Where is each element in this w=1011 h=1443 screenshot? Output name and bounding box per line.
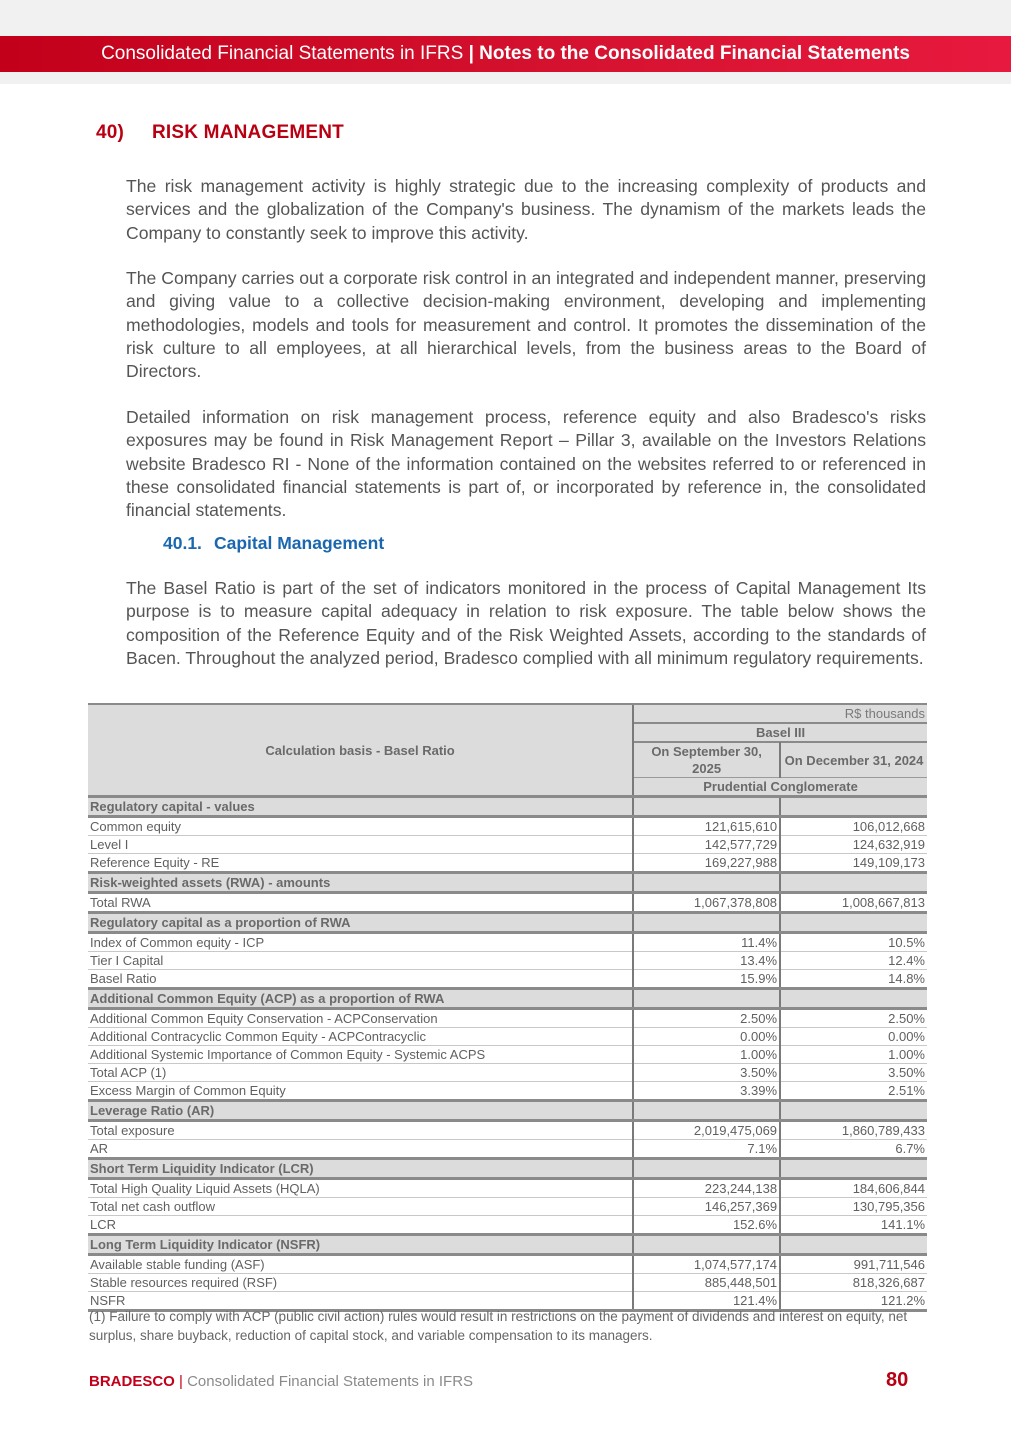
value-dec-2024: 1.00% — [780, 1046, 927, 1064]
row-label: Level I — [88, 836, 633, 854]
table-row — [88, 1028, 927, 1046]
paragraph-3: Detailed information on risk management process, reference equity and also Bradesco's risks exposures may be found in Risk Management Report – Pillar 3, available on the Investors Relations website Bradesco RI - None of the information contained on the websites referred to or referenced in these consolidated financial statements is part of, or incorporated by reference in, the consolidated financial statements. — [126, 407, 926, 521]
footer-text: Consolidated Financial Statements in IFRS — [187, 1373, 474, 1390]
row-label: Total exposure — [88, 1121, 633, 1140]
table-row — [88, 1064, 927, 1082]
section-empty-cell — [780, 1159, 927, 1179]
value-sep-2025: 7.1% — [633, 1140, 780, 1159]
row-label: Basel Ratio — [88, 970, 633, 989]
table-row — [88, 1046, 927, 1064]
row-label: Available stable funding (ASF) — [88, 1255, 633, 1274]
section-empty-cell — [633, 1101, 780, 1121]
capital-paragraph: The Basel Ratio is part of the set of indicators monitored in the process of Capital Management Its purpose is to measure capital adequacy in relation to risk exposure. The table below shows the composition of the Reference Equity and of the Risk Weighted Assets, according to the standards of Bacen. Throughout the analyzed period, Bradesco complied with all minimum regulatory requirements. — [126, 578, 926, 668]
section-empty-cell — [780, 989, 927, 1009]
row-label: Excess Margin of Common Equity — [88, 1082, 633, 1101]
value-dec-2024: 0.00% — [780, 1028, 927, 1046]
section-empty-cell — [780, 1235, 927, 1255]
table-row — [88, 933, 927, 952]
value-sep-2025: 152.6% — [633, 1216, 780, 1235]
table-section-row — [88, 797, 927, 817]
footer-separator: | — [174, 1373, 188, 1390]
value-dec-2024: 2.50% — [780, 1009, 927, 1028]
value-dec-2024: 12.4% — [780, 952, 927, 970]
section-empty-cell — [780, 913, 927, 933]
table-row — [88, 1179, 927, 1198]
subsection-number: 40.1. — [163, 533, 202, 553]
group-header: Basel III — [633, 723, 927, 742]
value-sep-2025: 142,577,729 — [633, 836, 780, 854]
value-sep-2025: 1,067,378,808 — [633, 893, 780, 913]
basel-ratio-table — [88, 703, 927, 1312]
table-row — [88, 970, 927, 989]
value-dec-2024: 1,860,789,433 — [780, 1121, 927, 1140]
table-row — [88, 1140, 927, 1159]
row-label: Common equity — [88, 817, 633, 836]
value-dec-2024: 106,012,668 — [780, 817, 927, 836]
header-separator: | — [468, 43, 474, 64]
section-empty-cell — [633, 989, 780, 1009]
footer-brand: BRADESCO — [89, 1373, 175, 1390]
value-dec-2024: 3.50% — [780, 1064, 927, 1082]
section-title: Long Term Liquidity Indicator (NSFR) — [88, 1235, 633, 1255]
value-sep-2025: 13.4% — [633, 952, 780, 970]
table-row — [88, 1255, 927, 1274]
value-dec-2024: 121.2% — [780, 1292, 927, 1311]
footnote: (1) Failure to comply with ACP (public civil action) rules would result in restrictions on the payment of dividends and interest on equity, net surplus, share buyback, reduction of capital stock, and variable compensation to its managers. — [89, 1309, 908, 1343]
value-dec-2024: 130,795,356 — [780, 1198, 927, 1216]
table-section-row — [88, 1235, 927, 1255]
section-title: RISK MANAGEMENT — [152, 122, 344, 143]
value-sep-2025: 0.00% — [633, 1028, 780, 1046]
sub-header: Prudential Conglomerate — [633, 778, 927, 797]
value-dec-2024: 818,326,687 — [780, 1274, 927, 1292]
row-label: Total High Quality Liquid Assets (HQLA) — [88, 1179, 633, 1198]
value-sep-2025: 223,244,138 — [633, 1179, 780, 1198]
section-empty-cell — [780, 873, 927, 893]
value-sep-2025: 15.9% — [633, 970, 780, 989]
banner-shadow — [0, 72, 1011, 84]
section-empty-cell — [633, 1159, 780, 1179]
value-dec-2024: 991,711,546 — [780, 1255, 927, 1274]
table-section-row — [88, 1101, 927, 1121]
row-label: Total net cash outflow — [88, 1198, 633, 1216]
value-dec-2024: 184,606,844 — [780, 1179, 927, 1198]
section-number: 40) — [96, 122, 125, 143]
value-sep-2025: 2.50% — [633, 1009, 780, 1028]
row-label: Total RWA — [88, 893, 633, 913]
row-label: Tier I Capital — [88, 952, 633, 970]
value-sep-2025: 2,019,475,069 — [633, 1121, 780, 1140]
row-label: NSFR — [88, 1292, 633, 1311]
paragraph-1: The risk management activity is highly strategic due to the increasing complexity of products and services and the globalization of the Company's business. The dynamism of the markets leads the Company to constantly seek to improve this activity. — [126, 176, 926, 243]
section-heading — [96, 122, 344, 144]
value-sep-2025: 1.00% — [633, 1046, 780, 1064]
column-header-dec-2024: On December 31, 2024 — [780, 742, 927, 778]
section-empty-cell — [633, 797, 780, 817]
section-empty-cell — [633, 913, 780, 933]
table-section-row — [88, 873, 927, 893]
page-footer — [89, 1373, 473, 1390]
value-dec-2024: 6.7% — [780, 1140, 927, 1159]
value-sep-2025: 169,227,988 — [633, 854, 780, 873]
value-sep-2025: 121.4% — [633, 1292, 780, 1311]
row-label: LCR — [88, 1216, 633, 1235]
table-row — [88, 836, 927, 854]
value-dec-2024: 124,632,919 — [780, 836, 927, 854]
table-section-row — [88, 913, 927, 933]
section-title: Leverage Ratio (AR) — [88, 1101, 633, 1121]
page-number: 80 — [886, 1369, 909, 1391]
table-row — [88, 1216, 927, 1235]
row-label: Additional Contracyclic Common Equity - ACPContracyclic — [88, 1028, 633, 1046]
table-row — [88, 1082, 927, 1101]
table-row — [88, 817, 927, 836]
table-section-row — [88, 1159, 927, 1179]
top-margin — [0, 0, 1011, 36]
section-empty-cell — [780, 1101, 927, 1121]
row-label: Total ACP (1) — [88, 1064, 633, 1082]
table-row — [88, 893, 927, 913]
header-banner — [0, 36, 1011, 72]
value-sep-2025: 1,074,577,174 — [633, 1255, 780, 1274]
value-dec-2024: 1,008,667,813 — [780, 893, 927, 913]
row-label: AR — [88, 1140, 633, 1159]
value-dec-2024: 14.8% — [780, 970, 927, 989]
row-label: Index of Common equity - ICP — [88, 933, 633, 952]
section-title: Regulatory capital - values — [88, 797, 633, 817]
table-row — [88, 854, 927, 873]
value-sep-2025: 3.50% — [633, 1064, 780, 1082]
value-sep-2025: 146,257,369 — [633, 1198, 780, 1216]
section-title: Additional Common Equity (ACP) as a proportion of RWA — [88, 989, 633, 1009]
subsection-heading — [163, 533, 384, 554]
table-row — [88, 1274, 927, 1292]
value-sep-2025: 11.4% — [633, 933, 780, 952]
section-title: Risk-weighted assets (RWA) - amounts — [88, 873, 633, 893]
paragraph-2: The Company carries out a corporate risk control in an integrated and independent manner, preserving and giving value to a collective decision-making environment, developing and implementing methodologies, models and tools for measurement and control. It promotes the dissemination of the risk culture to all employees, at all hierarchical levels, from the business areas to the Board of Directors. — [126, 268, 926, 382]
table-section-row — [88, 989, 927, 1009]
value-sep-2025: 885,448,501 — [633, 1274, 780, 1292]
header-right-text: Notes to the Consolidated Financial Statements — [473, 43, 910, 64]
value-sep-2025: 121,615,610 — [633, 817, 780, 836]
row-header: Calculation basis - Basel Ratio — [88, 704, 633, 797]
value-sep-2025: 3.39% — [633, 1082, 780, 1101]
section-empty-cell — [780, 797, 927, 817]
unit-label: R$ thousands — [633, 704, 927, 723]
value-dec-2024: 10.5% — [780, 933, 927, 952]
column-header-sep-2025: On September 30, 2025 — [633, 742, 780, 778]
subsection-title: Capital Management — [214, 533, 385, 553]
table-row — [88, 952, 927, 970]
value-dec-2024: 2.51% — [780, 1082, 927, 1101]
row-label: Additional Common Equity Conservation - ACPConservation — [88, 1009, 633, 1028]
row-label: Stable resources required (RSF) — [88, 1274, 633, 1292]
section-title: Regulatory capital as a proportion of RWA — [88, 913, 633, 933]
value-dec-2024: 141.1% — [780, 1216, 927, 1235]
section-title: Short Term Liquidity Indicator (LCR) — [88, 1159, 633, 1179]
section-empty-cell — [633, 1235, 780, 1255]
table-row — [88, 1198, 927, 1216]
table-row — [88, 1121, 927, 1140]
row-label: Reference Equity - RE — [88, 854, 633, 873]
section-empty-cell — [633, 873, 780, 893]
header-left-text: Consolidated Financial Statements in IFRS — [101, 43, 469, 64]
value-dec-2024: 149,109,173 — [780, 854, 927, 873]
table-row — [88, 1009, 927, 1028]
row-label: Additional Systemic Importance of Common Equity - Systemic ACPS — [88, 1046, 633, 1064]
